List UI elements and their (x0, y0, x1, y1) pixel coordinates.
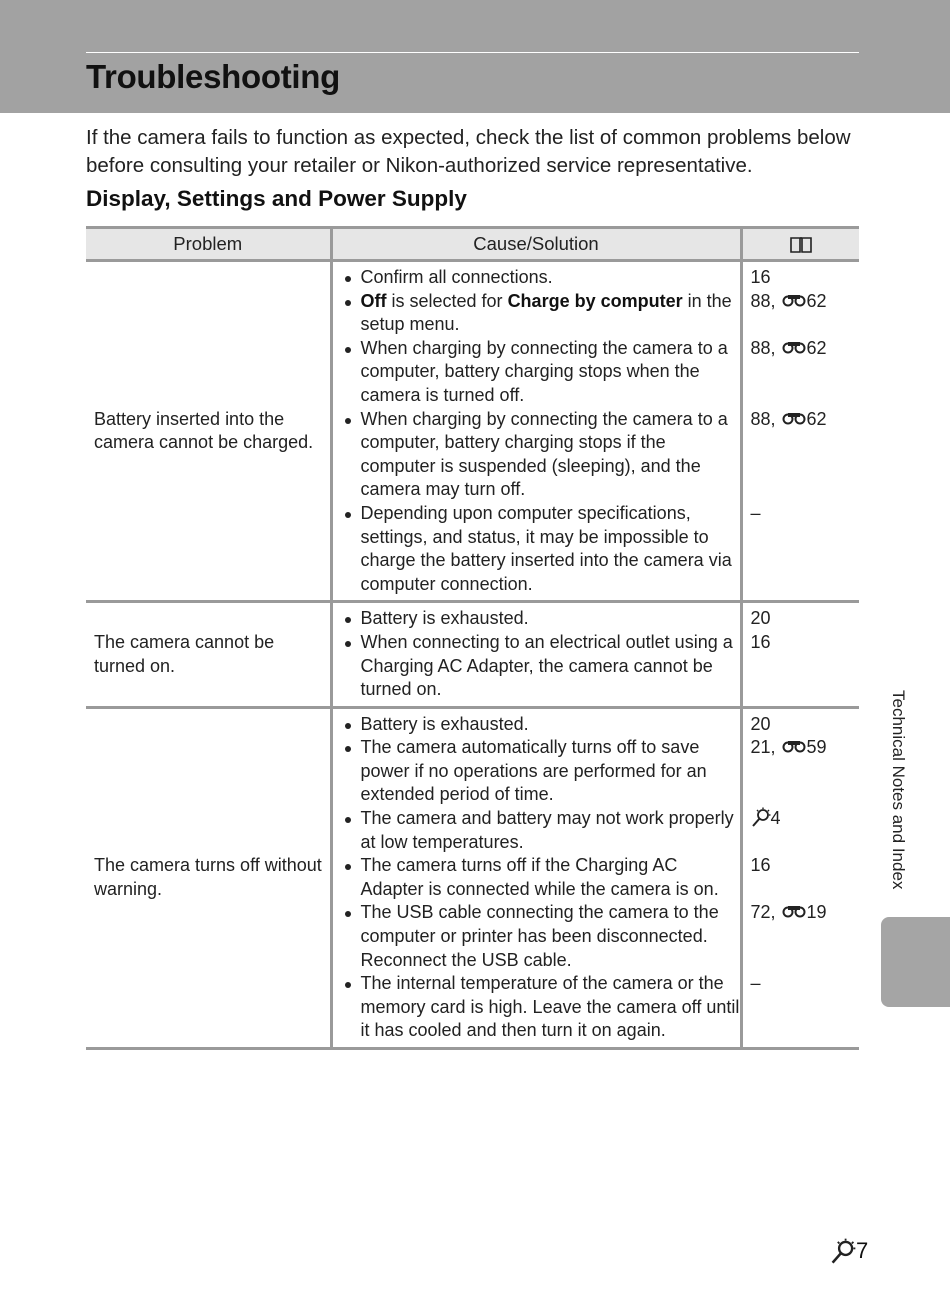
cause-cell (331, 602, 741, 707)
column-header-reference (741, 228, 859, 261)
table-row (86, 707, 859, 1048)
page-reference: 72, 19 (750, 902, 827, 923)
cause-item: The camera automatically turns off to save power if no operations are performed for an extended period of time. (341, 736, 740, 807)
reference-section-icon (782, 293, 806, 309)
cause-item: The camera and battery may not work properly at low temperatures. (341, 807, 740, 854)
page-reference: 88, 62 (750, 290, 827, 311)
problem-text: The camera turns off without warning. (94, 855, 322, 899)
troubleshooting-table (86, 226, 859, 1050)
reference-section-icon (782, 739, 806, 755)
cause-item: Confirm all connections. (341, 266, 740, 290)
side-tab[interactable] (881, 917, 950, 1007)
page-reference: 16 (750, 267, 771, 287)
header-band (0, 0, 950, 113)
side-tab-label: Technical Notes and Index (889, 690, 908, 890)
cause-item: The internal temperature of the camera or the memory card is high. Leave the camera off until it has cooled and then turn it on again. (341, 972, 740, 1043)
reference-cell (741, 707, 859, 1048)
page-reference: 16 (750, 855, 771, 876)
technical-notes-icon (751, 807, 771, 827)
page-reference: – (750, 502, 761, 523)
section-title: Display, Settings and Power Supply (86, 186, 467, 211)
page-reference: 20 (750, 608, 771, 629)
problem-cell (86, 602, 331, 707)
cause-item: The USB cable connecting the camera to the computer or printer has been disconnected. Reconnect the USB cable. (341, 901, 740, 972)
book-icon (789, 236, 813, 254)
column-header-problem: Problem (86, 228, 331, 261)
page-reference: 88, 62 (750, 408, 827, 429)
technical-notes-icon (830, 1238, 856, 1264)
reference-section-icon (782, 904, 806, 920)
page-reference: – (750, 973, 761, 994)
reference-section-icon (782, 340, 806, 356)
cause-item: When charging by connecting the camera to a computer, battery charging stops if the computer is suspended (sleeping), and the camera may turn off. (341, 408, 740, 502)
intro-paragraph: If the camera fails to function as expected, check the list of common problems below before consulting your retailer or Nikon-authorized service representative. (86, 126, 851, 177)
cause-item: Battery is exhausted. (341, 607, 740, 631)
cause-cell (331, 261, 741, 602)
page-number: 7 (830, 1238, 868, 1264)
page-reference: 21, 59 (750, 737, 827, 758)
cause-cell (331, 707, 741, 1048)
reference-cell (741, 602, 859, 707)
cause-item: The camera turns off if the Charging AC Adapter is connected while the camera is on. (341, 854, 740, 901)
problem-text: The camera cannot be turned on. (94, 631, 275, 676)
table-row (86, 602, 859, 707)
cause-item: When connecting to an electrical outlet using a Charging AC Adapter, the camera cannot be turned on. (341, 631, 740, 702)
page-reference: 20 (750, 713, 771, 734)
header-rule (86, 52, 859, 53)
page-title: Troubleshooting (86, 58, 340, 95)
page-reference: 88, 62 (750, 337, 827, 358)
cause-item: Off is selected for Charge by computer in the setup menu. (341, 290, 740, 337)
page-reference: 4 (751, 807, 860, 854)
problem-cell (86, 707, 331, 1048)
page-reference: 16 (750, 631, 771, 652)
reference-cell (741, 261, 859, 602)
problem-cell (86, 261, 331, 602)
cause-item: When charging by connecting the camera to a computer, battery charging stops when the camera is turned off. (341, 337, 740, 408)
table-header-row (86, 228, 859, 261)
column-header-cause: Cause/Solution (331, 228, 741, 261)
problem-text: Battery inserted into the camera cannot be charged. (94, 408, 314, 453)
table-row (86, 261, 859, 602)
reference-section-icon (782, 411, 806, 427)
cause-item: Battery is exhausted. (341, 713, 740, 737)
cause-item: Depending upon computer specifications, settings, and status, it may be impossible to charge the battery inserted into the camera via computer connection. (341, 502, 740, 596)
